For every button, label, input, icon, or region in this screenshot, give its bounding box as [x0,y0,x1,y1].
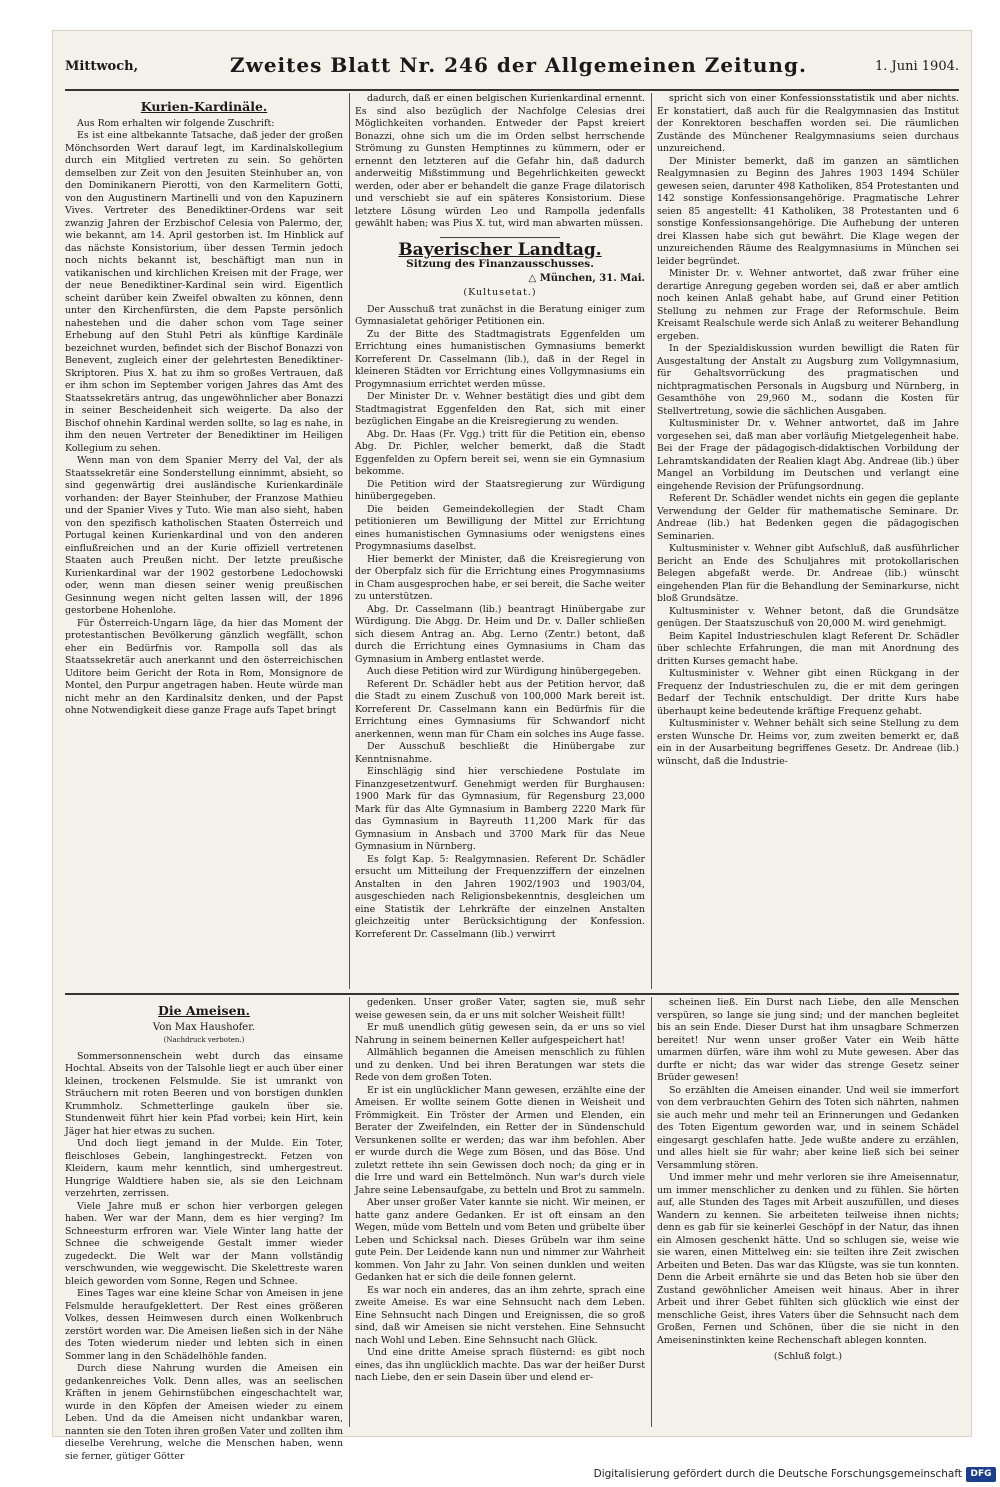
paragraph: Der Ausschuß trat zunächst in die Beratung einiger zum Gymnasialetat gehöriger Petitionen ein. [355,303,645,327]
paragraph: Minister Dr. v. Wehner antwortet, daß zwar früher eine derartige Anregung gegeben worden sei, daß er aber amtlich noch keinen Anlaß gehabt habe, auf Grund einer Petition Stellung zu nehmen zur Frage der Reformschule. Beim Kreisamt Realschule werde sich Anlaß zu weiterer Behandlung ergeben. [657,268,959,342]
separator [440,237,560,238]
paragraph: Durch diese Nahrung wurden die Ameisen ein gedankenreiches Volk. Denn alles, was an seelischen Kräften in jenem Gehirnstübchen eingeschachtelt war, wurde in den Köpfen der Ameisen wieder zu einem Leben. Und da die Ameisen nicht undankbar waren, nannten sie den Toten ihren großen Vater und zollten ihm dieselbe Verehrung, welche die Menschen haben, wenn sie ferner, gütiger Götter [65,1363,343,1462]
paragraph: Er muß unendlich gütig gewesen sein, da er uns so viel Nahrung in seinem beinernen Keller aufgespeichert hat! [355,1022,645,1046]
paragraph: Hier bemerkt der Minister, daß die Kreisregierung von der Oberpfalz sich für die Errichtung eines Progymnasiums in Cham ausgesprochen habe, er sei bereit, die Sache weiter zu unterstützen. [355,553,645,602]
column-divider [349,997,350,1427]
feuilleton-title: Die Ameisen. [158,1003,250,1018]
masthead-title: Zweites Blatt Nr. 246 der Allgemeinen Zeitung. [230,53,807,77]
paragraph: Wenn man von dem Spanier Merry del Val, der als Staatssekretär eine Sonderstellung einnimmt, absieht, so sind gegenwärtig drei ausländische Kurienkardinäle vorhanden: der Bayer Steinhuber, der Franzose Mathieu und der Spanier Vives y Tuto. Wie man also sieht, haben von den spezifisch katholischen Staaten Österreich und Portugal keinen Kurienkardinal und von den anderen einflußreichen und an der Kurie offiziell vertretenen Staaten auch Preußen nicht. Der letzte preußische Kurienkardinal war der 1902 gestorbene Ledochowski oder, wenn man diesen seiner wenig preußischen Gesinnung wegen nicht gelten lassen will, der 1896 gestorbene Hohenlohe. [65,455,343,616]
column-landtag-cont [657,93,959,987]
paragraph: Auch diese Petition wird zur Würdigung hinübergegeben. [367,666,642,677]
paragraph: Beim Kapitel Industrieschulen klagt Referent Dr. Schädler über schlechte Erfahrungen, die man mit Anordnung des dritten Kurses gemacht habe. [657,630,959,667]
footer-bar [0,1466,1000,1486]
feuilleton-author: Von Max Haushofer. [152,1021,256,1033]
column-divider [651,93,652,989]
paragraph: Aus Rom erhalten wir folgende Zuschrift: [77,117,275,129]
column-feuilleton-1 [65,1001,343,1462]
feuilleton-rule [65,993,959,995]
landtag-title: Bayerischer Landtag. [398,239,602,260]
paragraph: Der Ausschuß beschließt die Hinübergabe zur Kenntnisnahme. [355,741,645,765]
paragraph: Der Minister bemerkt, daß im ganzen an sämtlichen Realgymnasien zu Beginn des Jahres 1903 1494 Schüler gewesen seien, darunter 498 Katholiken, 854 Protestanten und 142 sonstige Konfessionsangehörige. Pragmatische Lehrer seien 85 angestellt: 41 Katholiken, 38 Protestanten und 6 sonstige Konfessionsangehörige. Die Aufhebung der unteren drei Klassen habe sich gut bewährt. Die Klage wegen der unzureichenden Räume des Realgymnasiums in München sei leider begründet. [657,155,959,267]
paragraph: Viele Jahre muß er schon hier verborgen gelegen haben. Wer war der Mann, dem es hier verging? Im Schneesturm erfroren war. Viele Winter lang hatte der Schnee die schweigende Gestalt immer wieder zugedeckt. Die Welt war der Mann vollständig verschwunden, wie weggewischt. Die Skelettreste waren bleich geworden vom Sonne, Regen und Schnee. [65,1200,343,1287]
column-divider [651,997,652,1427]
paragraph: Die Petition wird der Staatsregierung zur Würdigung hinübergegeben. [355,478,645,502]
paragraph: Es war noch ein anderes, das an ihm zehrte, sprach eine zweite Ameise. Es war eine Sehnsucht nach dem Leben. Eine Sehnsucht nach Dingen und Ereignissen, die so groß sind, daß wir Ameisen sie nicht verstehen. Eine Sehnsucht nach Wohl und Leben. Eine Sehnsucht nach Glück. [355,1284,645,1346]
paragraph: Kultusminister v. Wehner gibt einen Rückgang in der Frequenz der Industrieschulen zu, die er mit dem geringen Bedarf der Technik entschuldigt. Der dritte Kurs habe überhaupt keine bedeutende kräftige Frequenz gehabt. [657,668,959,717]
paragraph: Und immer mehr und mehr verloren sie ihre Ameisennatur, um immer menschlicher zu denken und zu fühlen. Sie hörten auf, alle Stunden des Tages mit Arbeit auszufüllen, und dieses Wandern zu kennen. Sie arbeiteten teilweise ihnen nichts; denn es gab für sie keinerlei Geschöpf in der Natur, das ihnen ein Almosen geschenkt hätte. Und so schlugen sie, weise wie sie waren, einen Mittelweg ein: sie teilten ihre Zeit zwischen Arbeiten und Beten. Das war das Klügste, was sie tun konnten. Denn die Arbeit ernährte sie und das Beten hob sie über den Zustand gewöhnlicher Ameisen weit hinaus. Aber in ihrer Arbeit und ihrer Gebet fühlten sich glücklich wie einst der menschliche Geist, ihres Vaters über die Sehnsucht nach dem Großen, Fernen und Schönen, über die sie nicht in den Ameiseninstinkten keine Rechenschaft ablegen konnten. [657,1172,959,1346]
paragraph: Sommersonnenschein webt durch das einsame Hochtal. Abseits von der Talsohle liegt er auch über einer kleinen, trockenen Felsmulde. Sie ist umrankt von Sträuchern mit roten Beeren und von borstigen dunklen Krummholz. Schmetterlinge gaukeln über sie. Stundenweit führt hier kein Pfad vorbei; kein Hirt, kein Jäger hat hier etwas zu suchen. [65,1050,343,1137]
landtag-dateline: △ München, 31. Mai. [528,272,645,284]
paragraph: Eines Tages war eine kleine Schar von Ameisen in jene Felsmulde heraufgeklettert. Der Rest eines größeren Volkes, dessen Heimwesen durch einen Wolkenbruch zerstört worden war. Die Ameisen ließen sich in der Nähe des Toten wiederum nieder und lebten sich in einen Sommer lang in den Schädelhöhle fanden. [65,1288,343,1362]
paragraph: Und doch liegt jemand in der Mulde. Ein Toter, fleischloses Gebein, langhingestreckt. Fetzen von Kleidern, kaum mehr kenntlich, sind umhergestreut. Hungrige Waldtiere haben sie, als sie den Leichnam verzehrten, zerrissen. [65,1138,343,1199]
paragraph: Die beiden Gemeindekollegien der Stadt Cham petitionieren um Bewilligung der Mittel zur Errichtung eines humanistischen Gymnasiums oder wenigstens eines Progymnasiums daselbst. [355,503,645,552]
paragraph: Es ist eine altbekannte Tatsache, daß jeder der großen Mönchsorden Wert darauf legt, im Kardinalskollegium durch ein Mitglied vertreten zu sein. So gehörten demselben zur Zeit von den Jesuiten Steinhuber an, von den Dominikanern Pierotti, von den Karmelitern Gotti, von den Augustinern Martinelli und von den Kapuzinern Vives. Vertreter des Benediktiner-Ordens war seit zwanzig Jahren der Erzbischof Celesia von Palermo, der, wie bekannt, am 14. April gestorben ist. Im Hinblick auf das nächste Konsistorium, über dessen Termin jedoch noch nichts bekannt ist, beschäftigt man nun in vatikanischen und kirchlichen Kreisen mit der Frage, wer der neue Benediktiner-Kardinal sein wird. Eigentlich scheint darüber kein Zweifel obwalten zu können, denn unter den Kirchenfürsten, die dem Papste persönlich nahestehen und die daher schon vom Tage seiner Erhebung auf den Stuhl Petri als künftige Kardinäle bezeichnet wurden, befindet sich der Bischof Bonazzi von Benevent, zugleich einer der gelehrtesten Benediktiner-Skriptoren. Pius X. hat zu ihm so großes Vertrauen, daß er ihm schon im September vorigen Jahres das Amt des Staatssekretärs antrug, das ungewöhnlicher aber Bonazzi in seiner Bescheidenheit sich weigerte. Da also der Bischof ohnehin Kardinal werden sollte, so lag es nahe, in ihm den neuen Vertreter der Benediktiner im Heiligen Kollegium zu sehen. [65,130,343,454]
paragraph: So erzählten die Ameisen einander. Und weil sie immerfort von dem verbrauchten Gehirn des Toten sich nährten, nahmen sie auch mehr und mehr teil an Erinnerungen und Gedanken des Toten Eigentum geworden war, und in seinem Schädel eingesargt geschlafen hatte. Jede wußte andere zu erzählen, und alles hielt sie für wahr; aber keine ließ sich bei seiner Versammlung stören. [657,1084,959,1171]
paragraph: Und eine dritte Ameise sprach flüsternd: es gibt noch eines, das ihn unglücklich machte. Das war der heißer Durst nach Liebe, den er sein Dasein über und elend er- [355,1347,645,1383]
funding-notice: Digitalisierung gefördert durch die Deutsche Forschungsgemeinschaft [593,1468,962,1480]
column-feuilleton-3 [657,997,959,1426]
paragraph: dadurch, daß er einen belgischen Kurienkardinal ernennt. Es sind also bezüglich der Nachfolge Celesias drei Möglichkeiten vorhanden. Entweder der Papst kreiert Bonazzi, ohne sich um die im Orden selbst herrschende Strömung zu Gunsten Hemptinnes zu kümmern, oder er ernennt den letzteren auf die Gefahr hin, daß dadurch anderweitig Mißstimmung und Begehrlichkeiten geweckt werden, oder aber er behandelt die ganze Frage dilatorisch und verschiebt sie auf ein späteres Konsistorium. Diese letztere Lösung würden Leo und Rampolla jedenfalls gewählt haben; was Pius X. tut, wird man abwarten müssen. [355,93,645,229]
paragraph: Einschlägig sind hier verschiedene Postulate im Finanzgesetzentwurf. Genehmigt werden für Burghausen: 1900 Mark für das Gymnasium, für Regensburg 23,000 Mark für das Alte Gymnasium in Bamberg 2220 Mark für das Gymnasium in Bayreuth 11,200 Mark für das Gymnasium in Ansbach und 3700 Mark für das Neue Gymnasium in Nürnberg. [355,766,645,852]
landtag-section: (Kultusetat.) [463,287,537,298]
column-landtag [355,93,645,987]
masthead-day: Mittwoch, [65,59,139,74]
paragraph: Er ist ein unglücklicher Mann gewesen, erzählte eine der Ameisen. Er wollte seinem Gotte dienen in Weisheit und Frömmigkeit. Ein Tröster der Armen und Elenden, ein Berater der Zweifelnden, ein Retter der in Sündenschuld Versunkenen sollte er werden; das war ihm befohlen. Aber er wurde durch die Wege zum Bösen, und das Böse. Und zuletzt rettete ihn sein Gewissen doch noch; da ging er in die Irre und ward ein Bettelmönch. Nun war's durch viele Jahre seine Lebensaufgabe, zu betteln und Brot zu sammeln. [355,1084,645,1196]
reprint-note: (Nachdruck verboten.) [163,1036,245,1044]
paragraph: In der Spezialdiskussion wurden bewilligt die Raten für Ausgestaltung der Anstalt zu Augsburg zum Vollgymnasium, für Gehaltsvorrückung des pragmatischen und nichtpragmatischen Personals in Augsburg und Nürnberg, in Gesamthöhe von 29,960 M., sodann die Kosten für Stellvertretung, sowie die sächlichen Ausgaben. [657,343,959,417]
paragraph: gedenken. Unser großer Vater, sagten sie, muß sehr weise gewesen sein, da er uns mit solcher Weisheit füllt! [355,997,645,1021]
paragraph: Referent Dr. Schädler hebt aus der Petition hervor, daß die Stadt zu einem Zuschuß von 100,000 Mark bereit ist. Korreferent Dr. Casselmann kann ein Bedürfnis für die Errichtung eines Gymnasiums für Schwandorf nicht anerkennen, wenn man für Cham ein solches ins Auge fasse. [355,678,645,740]
paragraph: Referent Dr. Schädler wendet nichts ein gegen die geplante Verwendung der Gelder für mathematische Seminare. Dr. Andreae (lib.) hat Bedenken gegen die pädagogischen Seminarien. [657,493,959,542]
masthead [65,53,959,83]
dfg-logo-icon: DFG [966,1467,996,1482]
masthead-rule [65,89,959,91]
paragraph: Es folgt Kap. 5: Realgymnasien. Referent Dr. Schädler ersucht um Mitteilung der Frequenzziffern der einzelnen Anstalten in den Jahren 1902/1903 und 1903/04, ausgeschieden nach Religionsbekenntnis, desgleichen um eine Statistik der Lehrkräfte der einzelnen Anstalten gleichzeitig unter Berücksichtigung der Konfession. Korreferent Dr. Casselmann (lib.) verwirrt [355,853,645,940]
paragraph: spricht sich von einer Konfessionsstatistik und aber nichts. Er konstatiert, daß auch für die Realgymnasien das Institut der Konrektoren beschaffen worden sei. Die räumlichen Zustände des Münchener Realgymnasiums seien durchaus unzureichend. [657,93,959,154]
paragraph: Kultusminister Dr. v. Wehner antwortet, daß im Jahre vorgesehen sei, daß man aber vorläufig Mietgelegenheit habe. Bei der Frage der pädagogisch-didaktischen Vorbildung der Lehramtskandidaten der Realien klagt Abg. Andreae (lib.) über Mangel an Vorbildung im Deutschen und verlangt eine eingehende Revision der Prüfungsordnung. [657,418,959,492]
paragraph: Aber unser großer Vater kannte sie nicht. Wir meinen, er hatte ganz andere Gedanken. Er ist oft einsam an den Wegen, müde vom Betteln und vom Beten und grübelte über Leben und Schicksal nach. Dieses Grübeln war ihm seine gute Pein. Der Leidende kann nun und nimmer zur Wahrheit kommen. Von Jahr zu Jahr. Von seinen dunklen und weiten Gedanken hat er sich die deile fonnen gelernt. [355,1197,645,1283]
newspaper-page [52,30,972,1462]
paragraph: Allmählich begannen die Ameisen menschlich zu fühlen und zu denken. Und bei ihren Beratungen war stets die Rede von dem großen Toten. [355,1047,645,1083]
paragraph: Der Minister Dr. v. Wehner bestätigt dies und gibt dem Stadtmagistrat Eggenfelden den Rat, sich mit einer bezüglichen Eingabe an die Kreisregierung zu wenden. [355,391,645,427]
paragraph: Abg. Dr. Casselmann (lib.) beantragt Hinübergabe zur Würdigung. Die Abgg. Dr. Heim und Dr. v. Daller schließen sich diesem Antrag an. Abg. Lerno (Zentr.) betont, daß durch die Errichtung eines Gymnasiums in Cham das Gymnasium in Amberg entlastet werde. [355,603,645,665]
column-feuilleton-2 [355,997,645,1426]
to-be-continued: (Schluß folgt.) [773,1351,843,1362]
paragraph: Zu der Bitte des Stadtmagistrats Eggenfelden um Errichtung eines humanistischen Gymnasiums bemerkt Korreferent Dr. Casselmann (lib.), daß in der Regel in kleineren Städten vor Errichtung eines Vollgymnasiums ein Progymnasium errichtet werden müsse. [355,328,645,390]
paragraph: scheinen ließ. Ein Durst nach Liebe, den alle Menschen verspüren, so lange sie jung sind; und der manchen begleitet bis an sein Ende. Dieser Durst hat ihm unsagbare Schmerzen bereitet! Nur wenn unser großer Vater ein Weib hätte umarmen dürfen, wäre ihm wohl zu Mute gewesen. Aber das durfte er nicht; das war wider das strenge Gesetz seiner Brüder gewesen! [657,997,959,1083]
masthead-date: 1. Juni 1904. [875,59,959,74]
paragraph: Kultusminister v. Wehner gibt Aufschluß, daß ausführlicher Bericht an Ende des Schuljahres mit protokollarischen Belegen abgefaßt werde. Dr. Andreae (lib.) wünscht eingehenden Plan für die Behandlung der Seminarkurse, nicht bloß Grundsätze. [657,543,959,604]
paragraph: Kultusminister v. Wehner behält sich seine Stellung zu dem ersten Wunsche Dr. Heims vor, zum zweiten bemerkt er, daß ein in der Ausarbeitung begriffenes Gesetz. Dr. Andreae (lib.) wünscht, daß die Industrie- [657,718,959,767]
column-divider [349,93,350,989]
column-kurien [65,97,343,987]
paragraph: Kultusminister v. Wehner betont, daß die Grundsätze genügen. Der Staatszuschuß von 20,000 M. wird genehmigt. [657,605,959,629]
article-title: Kurien-Kardinäle. [140,99,268,114]
paragraph: Abg. Dr. Haas (Fr. Vgg.) tritt für die Petition ein, ebenso Abg. Dr. Pichler, welcher bemerkt, daß die Stadt Eggenfelden zu Opfern bereit sei, wenn sie ein Gymnasium bekomme. [355,428,645,477]
landtag-subtitle: Sitzung des Finanzausschusses. [406,258,594,270]
paragraph: Für Österreich-Ungarn läge, da hier das Moment der protestantischen Bevölkerung gänzlich wegfällt, schon eher ein Bedürfnis vor. Rampolla soll das als Staatssekretär auch anerkannt und den österreichischen Uditore beim Gericht der Rota in Rom, Monsignore de Montel, den Purpur angetragen haben. Heute würde man nicht mehr an den Kardinalsitz denken, und der Papst ohne Notwendigkeit diese ganze Frage aufs Tapet bringt [65,617,343,716]
